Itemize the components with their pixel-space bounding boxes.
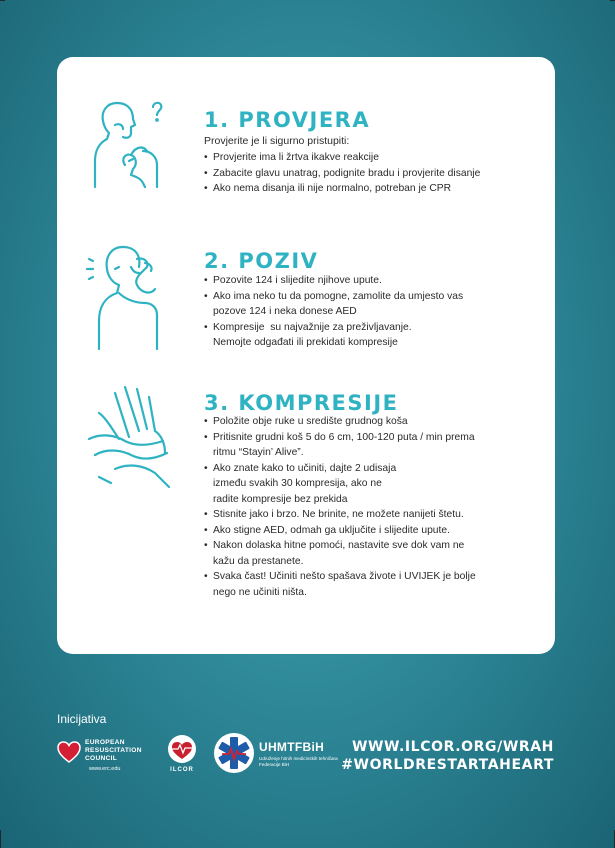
list-item: • Pozovite 124 i slijedite njihove upute. (204, 273, 544, 289)
list-item: • Ako nema disanja ili nije normalno, potreban je CPR (204, 181, 544, 197)
list-item: • Ako znate kako to učiniti, dajte 2 udisaja između svakih 30 kompresija, ako ne radite kompresije bez prekida (204, 461, 544, 508)
campaign-links (341, 738, 554, 774)
list-item: • Nakon dolaska hitne pomoći, nastavite sve dok vam ne kažu da prestanete. (204, 538, 544, 569)
ilcor-name: ILCOR (170, 767, 194, 773)
list-item: • Ako ima neko tu da pomogne, zamolite da umjesto vas pozove 124 i neka donese AED (204, 289, 544, 320)
erc-url: www.erc.edu (89, 766, 121, 772)
ilcor-heart-icon (160, 733, 204, 767)
list-item: • Ako stigne AED, odmah ga uključite i slijedite upute. (204, 523, 544, 539)
bullet-list (204, 273, 544, 351)
hashtag: #WORLDRESTARTAHEART (341, 757, 554, 773)
star-of-life-icon (213, 732, 255, 774)
list-item: • Stisnite jako i brzo. Ne brinite, ne možete nanijeti štetu. (204, 507, 544, 523)
hands-compression-icon (85, 383, 180, 493)
uhmtfbih-name: UHMTFBiH (259, 740, 325, 754)
website-link[interactable]: WWW.ILCOR.ORG/WRAH (351, 739, 554, 755)
section-intro: Provjerite je li sigurno pristupiti: (204, 135, 350, 147)
crop-mark (610, 0, 615, 1)
crop-mark (0, 830, 1, 848)
bullet-list (204, 150, 544, 197)
list-item: • Kompresije su najvažnije za preživljavanje. Nemojte odgađati ili prekidati kompresije (204, 320, 544, 351)
list-item: • Svaka čast! Učiniti nešto spašava živote i UVIJEK je bolje nego ne učiniti ništa. (204, 569, 544, 600)
list-item: • Pritisnite grudni koš 5 do 6 cm, 100-120 puta / min prema ritmu “Stayin’ Alive”. (204, 430, 544, 461)
list-item: • Provjerite ima li žrtva ikakve reakcije (204, 150, 544, 166)
list-item: • Položite obje ruke u središte grudnog koša (204, 414, 544, 430)
uhmtfbih-subtitle: Udruženje hitnih medicinskih tehničara Federacije BiH (259, 756, 338, 767)
instruction-card (57, 57, 555, 654)
section-title: 2. POZIV (204, 249, 319, 273)
bullet-list (204, 414, 544, 600)
heart-icon (57, 740, 81, 764)
erc-name: EUROPEAN RESUSCITATION COUNCIL (85, 739, 142, 762)
crop-mark (0, 0, 5, 1)
uhmtfbih-logo (213, 732, 343, 776)
initiative-label: Inicijativa (57, 712, 107, 726)
section-title: 3. KOMPRESIJE (204, 391, 399, 415)
section-title: 1. PROVJERA (204, 108, 371, 132)
ilcor-logo (160, 733, 204, 775)
person-check-icon (85, 95, 175, 190)
phone-call-icon (85, 237, 175, 352)
list-item: • Zabacite glavu unatrag, podignite bradu i provjerite disanje (204, 166, 544, 182)
erc-logo (57, 736, 162, 776)
